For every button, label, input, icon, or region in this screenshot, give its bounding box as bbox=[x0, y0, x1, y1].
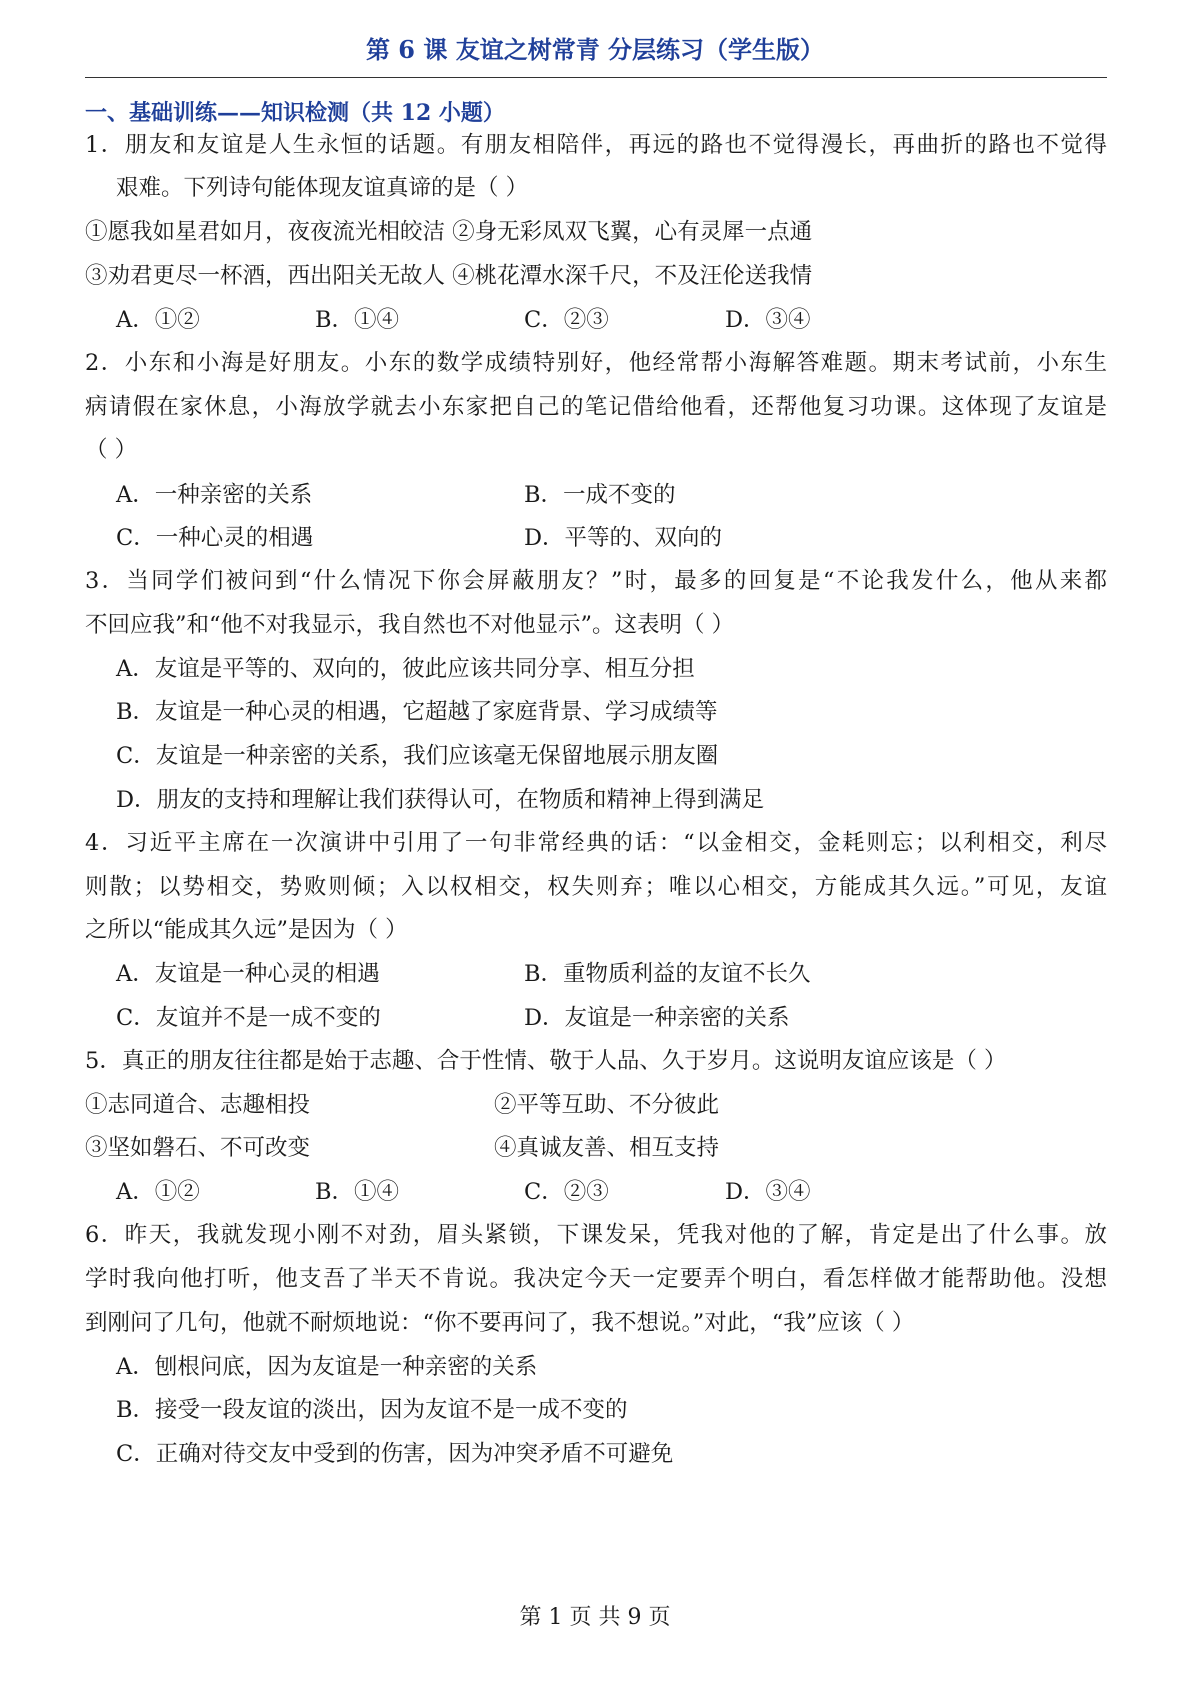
q2-option-c[interactable]: C．一种心灵的相遇 bbox=[116, 525, 314, 551]
q1-item-line-1: ①愿我如星君如月，夜夜流光相皎洁 ②身无彩凤双飞翼，心有灵犀一点通 bbox=[85, 219, 813, 245]
q1-item-line-2: ③劝君更尽一杯酒，西出阳关无故人 ④桃花潭水深千尺，不及汪伦送我情 bbox=[85, 263, 813, 289]
q3-option-b[interactable]: B．友谊是一种心灵的相遇，它超越了家庭背景、学习成绩等 bbox=[116, 699, 718, 725]
q4-option-c[interactable]: C．友谊并不是一成不变的 bbox=[116, 1005, 381, 1031]
q3-option-c[interactable]: C．友谊是一种亲密的关系，我们应该毫无保留地展示朋友圈 bbox=[116, 743, 719, 769]
q6-stem-line-2: 学时我向他打听，他支吾了半天不肯说。我决定今天一定要弄个明白，看怎样做才能帮助他。没想 bbox=[85, 1266, 1107, 1292]
q1-option-c[interactable]: C．②③ bbox=[524, 307, 609, 333]
q2-stem-line-2: 病请假在家休息，小海放学就去小东家把自己的笔记借给他看，还帮他复习功课。这体现了友谊是 bbox=[85, 394, 1107, 420]
q4-option-d[interactable]: D．友谊是一种亲密的关系 bbox=[524, 1005, 790, 1031]
q5-option-c[interactable]: C．②③ bbox=[524, 1179, 609, 1205]
q5-item-3: ③坚如磐石、不可改变 bbox=[85, 1135, 311, 1161]
page-title: 第 6 课 友谊之树常青 分层练习（学生版） bbox=[365, 35, 825, 64]
section-heading: 一、基础训练——知识检测（共 12 小题） bbox=[85, 100, 505, 126]
q1-stem-line-1: 1．朋友和友谊是人生永恒的话题。有朋友相陪伴，再远的路也不觉得漫长，再曲折的路也不觉得 bbox=[85, 132, 1107, 158]
q5-item-2: ②平等互助、不分彼此 bbox=[494, 1092, 720, 1118]
q3-stem-line-1: 3．当同学们被问到“什么情况下你会屏蔽朋友？”时，最多的回复是“不论我发什么，他从来都 bbox=[85, 568, 1107, 594]
q6-option-b[interactable]: B．接受一段友谊的淡出，因为友谊不是一成不变的 bbox=[116, 1397, 628, 1423]
q6-option-a[interactable]: A．刨根问底，因为友谊是一种亲密的关系 bbox=[116, 1354, 538, 1380]
header-divider bbox=[85, 77, 1107, 78]
page-number: 第 1 页 共 9 页 bbox=[519, 1605, 671, 1630]
q2-stem-line-1: 2．小东和小海是好朋友。小东的数学成绩特别好，他经常帮小海解答难题。期末考试前，小东生 bbox=[85, 350, 1107, 376]
q3-option-d[interactable]: D．朋友的支持和理解让我们获得认可，在物质和精神上得到满足 bbox=[116, 787, 765, 813]
q2-stem-line-3: （ ） bbox=[85, 437, 138, 463]
q5-option-a[interactable]: A．①② bbox=[116, 1179, 200, 1205]
q5-option-d[interactable]: D．③④ bbox=[725, 1179, 811, 1205]
q1-option-d[interactable]: D．③④ bbox=[725, 307, 811, 333]
q4-stem-line-2: 则散；以势相交，势败则倾；入以权相交，权失则弃；唯以心相交，方能成其久远。”可见，友谊 bbox=[85, 874, 1107, 900]
q4-stem-line-3: 之所以“能成其久远”是因为（ ） bbox=[85, 917, 408, 943]
q2-option-d[interactable]: D．平等的、双向的 bbox=[524, 525, 723, 551]
q6-stem-line-3: 到刚问了几句，他就不耐烦地说：“你不要再问了，我不想说。”对此，“我”应该（ ） bbox=[85, 1310, 915, 1336]
q4-option-b[interactable]: B．重物质利益的友谊不长久 bbox=[524, 961, 811, 987]
q1-option-a[interactable]: A．①② bbox=[116, 307, 200, 333]
q6-stem-line-1: 6．昨天，我就发现小刚不对劲，眉头紧锁，下课发呆，凭我对他的了解，肯定是出了什么事。放 bbox=[85, 1222, 1107, 1248]
q2-option-a[interactable]: A．一种亲密的关系 bbox=[116, 482, 313, 508]
q2-option-b[interactable]: B．一成不变的 bbox=[524, 482, 676, 508]
q5-stem-line-1: 5．真正的朋友往往都是始于志趣、合于性情、敬于人品、久于岁月。这说明友谊应该是（ ） bbox=[85, 1048, 1007, 1074]
q5-item-1: ①志同道合、志趣相投 bbox=[85, 1092, 311, 1118]
q6-option-c[interactable]: C．正确对待交友中受到的伤害，因为冲突矛盾不可避免 bbox=[116, 1441, 674, 1467]
q1-option-b[interactable]: B．①④ bbox=[315, 307, 400, 333]
q3-option-a[interactable]: A．友谊是平等的、双向的，彼此应该共同分享、相互分担 bbox=[116, 656, 695, 682]
q5-option-b[interactable]: B．①④ bbox=[315, 1179, 400, 1205]
q5-item-4: ④真诚友善、相互支持 bbox=[494, 1135, 720, 1161]
q3-stem-line-2: 不回应我”和“他不对我显示，我自然也不对他显示”。这表明（ ） bbox=[85, 612, 735, 638]
q1-stem-line-2: 艰难。下列诗句能体现友谊真谛的是（ ） bbox=[116, 175, 529, 201]
q4-stem-line-1: 4．习近平主席在一次演讲中引用了一句非常经典的话：“以金相交，金耗则忘；以利相交，利尽 bbox=[85, 830, 1107, 856]
q4-option-a[interactable]: A．友谊是一种心灵的相遇 bbox=[116, 961, 380, 987]
